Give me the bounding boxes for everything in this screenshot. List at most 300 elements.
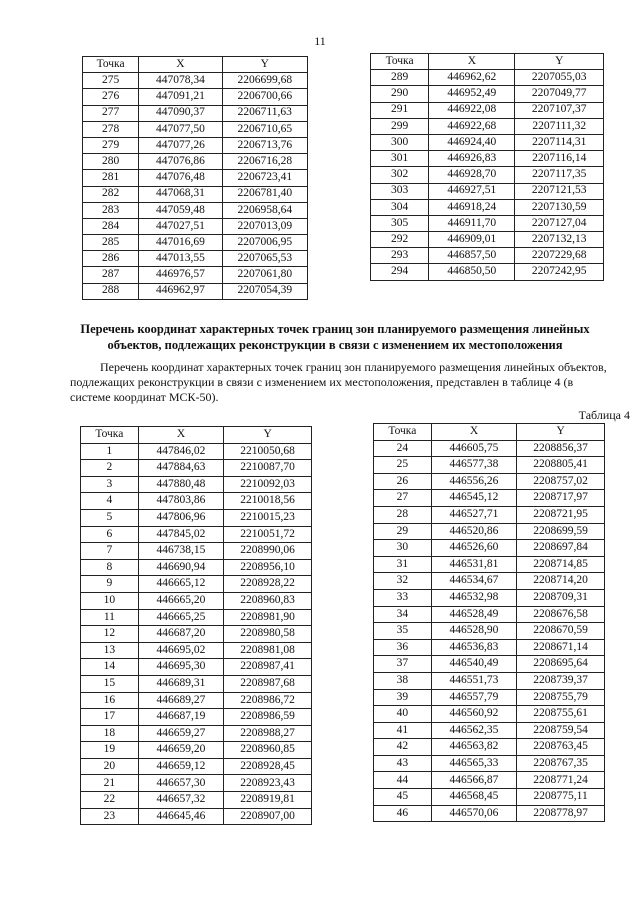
table-row	[371, 215, 604, 231]
table-row	[371, 248, 604, 264]
cell-point: 26	[374, 473, 432, 490]
table-row	[83, 202, 308, 218]
cell-y: 2208960,83	[224, 592, 312, 609]
cell-x: 446659,20	[138, 742, 223, 759]
table-row	[374, 556, 605, 573]
table-row	[374, 473, 605, 490]
body-paragraph-text: Перечень координат характерных точек границ зон планируемого размещения линейных объектов, подлежащих реконструкции в связи с изменением их местоположения, представлен в таблице 4 (в системе координат МСК-50).	[70, 360, 607, 404]
cell-y: 2207065,53	[222, 251, 308, 267]
table-header-row	[371, 54, 604, 70]
cell-point: 32	[374, 573, 432, 590]
cell-point: 8	[81, 559, 139, 576]
cell-x: 446689,31	[138, 675, 223, 692]
coordinates-table-bottom-left	[80, 426, 312, 825]
cell-x: 446857,50	[429, 248, 515, 264]
cell-point: 29	[374, 523, 432, 540]
cell-y: 2207229,68	[515, 248, 604, 264]
cell-point: 25	[374, 457, 432, 474]
cell-x: 446689,27	[138, 692, 223, 709]
header-x: X	[139, 57, 222, 73]
cell-y: 2208919,81	[224, 792, 312, 809]
table-row	[374, 540, 605, 557]
table-row	[81, 709, 312, 726]
cell-x: 446657,32	[138, 792, 223, 809]
cell-y: 2210015,23	[224, 509, 312, 526]
cell-x: 447059,48	[139, 202, 222, 218]
cell-y: 2208907,00	[224, 808, 312, 825]
cell-point: 46	[374, 805, 432, 822]
cell-y: 2208928,45	[224, 758, 312, 775]
table-row	[371, 102, 604, 118]
cell-x: 446570,06	[431, 805, 516, 822]
cell-y: 2208676,58	[517, 606, 605, 623]
cell-x: 446556,26	[431, 473, 516, 490]
cell-point: 22	[81, 792, 139, 809]
cell-x: 446690,94	[138, 559, 223, 576]
cell-x: 446850,50	[429, 264, 515, 280]
cell-y: 2207132,13	[515, 232, 604, 248]
cell-x: 446962,62	[429, 70, 515, 86]
cell-x: 446738,15	[138, 543, 223, 560]
cell-point: 286	[83, 251, 139, 267]
table-row	[374, 457, 605, 474]
table-row	[374, 606, 605, 623]
table-row	[81, 476, 312, 493]
cell-y: 2208697,84	[517, 540, 605, 557]
table-row	[81, 675, 312, 692]
table-row	[81, 526, 312, 543]
table-row	[374, 440, 605, 457]
cell-point: 34	[374, 606, 432, 623]
cell-point: 2	[81, 460, 139, 477]
cell-y: 2208771,24	[517, 772, 605, 789]
cell-point: 39	[374, 689, 432, 706]
table-row	[81, 659, 312, 676]
cell-x: 446528,49	[431, 606, 516, 623]
cell-x: 446645,46	[138, 808, 223, 825]
table-row	[374, 706, 605, 723]
cell-y: 2208856,37	[517, 440, 605, 457]
table-row	[81, 576, 312, 593]
cell-x: 446952,49	[429, 86, 515, 102]
table-row	[83, 218, 308, 234]
cell-x: 446531,81	[431, 556, 516, 573]
cell-y: 2207127,04	[515, 215, 604, 231]
cell-y: 2206716,28	[222, 154, 308, 170]
cell-x: 446927,51	[429, 183, 515, 199]
table-row	[81, 543, 312, 560]
table-row	[81, 692, 312, 709]
cell-point: 6	[81, 526, 139, 543]
table-row	[83, 283, 308, 299]
cell-point: 17	[81, 709, 139, 726]
cell-point: 288	[83, 283, 139, 299]
cell-point: 278	[83, 121, 139, 137]
cell-x: 446657,30	[138, 775, 223, 792]
cell-y: 2208805,41	[517, 457, 605, 474]
cell-point: 287	[83, 267, 139, 283]
cell-x: 446928,70	[429, 167, 515, 183]
table-row	[81, 592, 312, 609]
cell-y: 2206713,76	[222, 137, 308, 153]
cell-y: 2207121,53	[515, 183, 604, 199]
cell-x: 447845,02	[138, 526, 223, 543]
table-row	[371, 264, 604, 280]
cell-x: 447077,26	[139, 137, 222, 153]
cell-x: 447880,48	[138, 476, 223, 493]
cell-x: 446687,19	[138, 709, 223, 726]
cell-y: 2208990,06	[224, 543, 312, 560]
table-caption: Таблица 4	[578, 408, 630, 422]
cell-point: 10	[81, 592, 139, 609]
cell-x: 447078,34	[139, 73, 222, 89]
cell-y: 2207117,35	[515, 167, 604, 183]
cell-y: 2208755,79	[517, 689, 605, 706]
cell-y: 2206958,64	[222, 202, 308, 218]
table-row	[83, 170, 308, 186]
cell-point: 16	[81, 692, 139, 709]
cell-y: 2208755,61	[517, 706, 605, 723]
cell-x: 446540,49	[431, 656, 516, 673]
table-row	[374, 739, 605, 756]
cell-x: 447803,86	[138, 493, 223, 510]
cell-x: 447846,02	[138, 443, 223, 460]
cell-y: 2208699,59	[517, 523, 605, 540]
section-heading: Перечень координат характерных точек границ зон планируемого размещения линейных объектов, подлежащих реконструкции в связи с изменением их местоположения	[80, 322, 590, 352]
cell-y: 2207061,80	[222, 267, 308, 283]
cell-point: 283	[83, 202, 139, 218]
header-x: X	[429, 54, 515, 70]
cell-point: 294	[371, 264, 429, 280]
table-row	[83, 89, 308, 105]
cell-x: 446605,75	[431, 440, 516, 457]
table-row	[374, 689, 605, 706]
cell-y: 2207054,39	[222, 283, 308, 299]
cell-y: 2207116,14	[515, 151, 604, 167]
cell-point: 11	[81, 609, 139, 626]
cell-y: 2208739,37	[517, 672, 605, 689]
cell-x: 446577,38	[431, 457, 516, 474]
table-row	[374, 656, 605, 673]
cell-point: 292	[371, 232, 429, 248]
cell-y: 2210051,72	[224, 526, 312, 543]
cell-x: 446911,70	[429, 215, 515, 231]
cell-point: 3	[81, 476, 139, 493]
cell-y: 2208986,59	[224, 709, 312, 726]
cell-y: 2206700,66	[222, 89, 308, 105]
cell-y: 2208767,35	[517, 755, 605, 772]
cell-x: 446659,12	[138, 758, 223, 775]
cell-y: 2207114,31	[515, 134, 604, 150]
cell-point: 304	[371, 199, 429, 215]
cell-point: 279	[83, 137, 139, 153]
cell-x: 446551,73	[431, 672, 516, 689]
header-x: X	[138, 427, 223, 444]
table-row	[371, 199, 604, 215]
cell-y: 2208717,97	[517, 490, 605, 507]
cell-x: 446545,12	[431, 490, 516, 507]
table-row	[374, 589, 605, 606]
header-point: Точка	[81, 427, 139, 444]
cell-point: 12	[81, 626, 139, 643]
cell-y: 2208670,59	[517, 623, 605, 640]
cell-point: 305	[371, 215, 429, 231]
table-row	[81, 742, 312, 759]
table-row	[374, 506, 605, 523]
cell-x: 446665,20	[138, 592, 223, 609]
cell-point: 27	[374, 490, 432, 507]
table-row	[374, 523, 605, 540]
cell-x: 446563,82	[431, 739, 516, 756]
table-row	[83, 137, 308, 153]
cell-y: 2208714,20	[517, 573, 605, 590]
cell-point: 300	[371, 134, 429, 150]
cell-x: 447884,63	[138, 460, 223, 477]
table-row	[374, 639, 605, 656]
cell-point: 33	[374, 589, 432, 606]
table-row	[371, 232, 604, 248]
cell-y: 2210092,03	[224, 476, 312, 493]
cell-x: 447027,51	[139, 218, 222, 234]
cell-point: 276	[83, 89, 139, 105]
cell-point: 42	[374, 739, 432, 756]
cell-y: 2208988,27	[224, 725, 312, 742]
cell-y: 2208923,43	[224, 775, 312, 792]
cell-point: 24	[374, 440, 432, 457]
cell-x: 446527,71	[431, 506, 516, 523]
cell-point: 19	[81, 742, 139, 759]
cell-point: 291	[371, 102, 429, 118]
cell-x: 446526,60	[431, 540, 516, 557]
cell-y: 2207130,59	[515, 199, 604, 215]
cell-y: 2207049,77	[515, 86, 604, 102]
header-point: Точка	[83, 57, 139, 73]
cell-point: 37	[374, 656, 432, 673]
cell-point: 299	[371, 118, 429, 134]
cell-y: 2207242,95	[515, 264, 604, 280]
cell-x: 447091,21	[139, 89, 222, 105]
table-row	[371, 151, 604, 167]
cell-x: 446665,12	[138, 576, 223, 593]
cell-x: 446924,40	[429, 134, 515, 150]
table-row	[81, 792, 312, 809]
cell-y: 2207107,37	[515, 102, 604, 118]
cell-y: 2207055,03	[515, 70, 604, 86]
table-row	[83, 154, 308, 170]
cell-x: 446926,83	[429, 151, 515, 167]
header-y: Y	[224, 427, 312, 444]
cell-y: 2206699,68	[222, 73, 308, 89]
table-row	[374, 490, 605, 507]
table-row	[81, 626, 312, 643]
cell-x: 446528,90	[431, 623, 516, 640]
table-row	[83, 235, 308, 251]
cell-point: 18	[81, 725, 139, 742]
table-row	[81, 642, 312, 659]
cell-point: 280	[83, 154, 139, 170]
table-row	[81, 725, 312, 742]
table-row	[371, 134, 604, 150]
cell-point: 43	[374, 755, 432, 772]
table-row	[83, 251, 308, 267]
cell-x: 446922,08	[429, 102, 515, 118]
cell-x: 446532,98	[431, 589, 516, 606]
table-row	[374, 573, 605, 590]
header-y: Y	[222, 57, 308, 73]
cell-x: 447068,31	[139, 186, 222, 202]
cell-x: 446976,57	[139, 267, 222, 283]
table-header-row	[83, 57, 308, 73]
cell-y: 2208721,95	[517, 506, 605, 523]
table-row	[374, 722, 605, 739]
cell-point: 302	[371, 167, 429, 183]
cell-x: 446922,68	[429, 118, 515, 134]
cell-point: 285	[83, 235, 139, 251]
cell-point: 7	[81, 543, 139, 560]
cell-y: 2208778,97	[517, 805, 605, 822]
cell-y: 2208986,72	[224, 692, 312, 709]
cell-y: 2208714,85	[517, 556, 605, 573]
cell-y: 2210087,70	[224, 460, 312, 477]
cell-point: 13	[81, 642, 139, 659]
cell-x: 447077,50	[139, 121, 222, 137]
cell-y: 2206723,41	[222, 170, 308, 186]
cell-point: 5	[81, 509, 139, 526]
cell-point: 289	[371, 70, 429, 86]
cell-x: 446565,33	[431, 755, 516, 772]
cell-x: 446665,25	[138, 609, 223, 626]
cell-x: 446562,35	[431, 722, 516, 739]
cell-point: 303	[371, 183, 429, 199]
cell-y: 2207006,95	[222, 235, 308, 251]
cell-point: 28	[374, 506, 432, 523]
cell-x: 446695,30	[138, 659, 223, 676]
cell-y: 2208980,58	[224, 626, 312, 643]
table-row	[83, 73, 308, 89]
cell-point: 40	[374, 706, 432, 723]
cell-y: 2208775,11	[517, 789, 605, 806]
cell-point: 281	[83, 170, 139, 186]
table-row	[81, 775, 312, 792]
cell-point: 30	[374, 540, 432, 557]
table-row	[81, 559, 312, 576]
cell-point: 44	[374, 772, 432, 789]
table-row	[81, 493, 312, 510]
cell-y: 2206710,65	[222, 121, 308, 137]
header-point: Точка	[371, 54, 429, 70]
table-row	[371, 118, 604, 134]
header-y: Y	[515, 54, 604, 70]
cell-point: 9	[81, 576, 139, 593]
cell-y: 2208695,64	[517, 656, 605, 673]
cell-point: 31	[374, 556, 432, 573]
cell-x: 447806,96	[138, 509, 223, 526]
table-row	[81, 443, 312, 460]
cell-x: 446568,45	[431, 789, 516, 806]
cell-y: 2208987,68	[224, 675, 312, 692]
cell-point: 284	[83, 218, 139, 234]
cell-point: 21	[81, 775, 139, 792]
cell-y: 2208757,02	[517, 473, 605, 490]
cell-x: 446560,92	[431, 706, 516, 723]
cell-y: 2208987,41	[224, 659, 312, 676]
cell-y: 2206781,40	[222, 186, 308, 202]
coordinates-table-top-right	[370, 53, 604, 281]
cell-x: 447013,55	[139, 251, 222, 267]
cell-y: 2208928,22	[224, 576, 312, 593]
cell-point: 20	[81, 758, 139, 775]
cell-point: 45	[374, 789, 432, 806]
table-row	[81, 609, 312, 626]
table-header-row	[81, 427, 312, 444]
page-number: 11	[314, 34, 326, 48]
table-row	[371, 70, 604, 86]
table-row	[374, 623, 605, 640]
cell-point: 293	[371, 248, 429, 264]
cell-x: 447090,37	[139, 105, 222, 121]
table-row	[374, 805, 605, 822]
cell-point: 1	[81, 443, 139, 460]
table-row	[81, 808, 312, 825]
cell-x: 446557,79	[431, 689, 516, 706]
cell-point: 277	[83, 105, 139, 121]
cell-y: 2208960,85	[224, 742, 312, 759]
cell-y: 2208763,45	[517, 739, 605, 756]
cell-y: 2208981,90	[224, 609, 312, 626]
header-y: Y	[517, 424, 605, 441]
cell-x: 446695,02	[138, 642, 223, 659]
table-row	[371, 167, 604, 183]
cell-y: 2208709,31	[517, 589, 605, 606]
cell-y: 2206711,63	[222, 105, 308, 121]
cell-point: 36	[374, 639, 432, 656]
cell-x: 447076,48	[139, 170, 222, 186]
cell-y: 2208759,54	[517, 722, 605, 739]
coordinates-table-top-left	[82, 56, 308, 300]
cell-y: 2207013,09	[222, 218, 308, 234]
table-header-row	[374, 424, 605, 441]
table-row	[83, 267, 308, 283]
cell-y: 2210018,56	[224, 493, 312, 510]
table-row	[374, 755, 605, 772]
cell-point: 301	[371, 151, 429, 167]
cell-x: 446659,27	[138, 725, 223, 742]
table-row	[371, 86, 604, 102]
header-x: X	[431, 424, 516, 441]
cell-x: 446536,83	[431, 639, 516, 656]
header-point: Точка	[374, 424, 432, 441]
cell-y: 2207111,32	[515, 118, 604, 134]
table-row	[83, 105, 308, 121]
table-row	[83, 186, 308, 202]
cell-y: 2208981,08	[224, 642, 312, 659]
cell-x: 446918,24	[429, 199, 515, 215]
cell-point: 275	[83, 73, 139, 89]
cell-x: 446520,86	[431, 523, 516, 540]
cell-point: 4	[81, 493, 139, 510]
cell-x: 447016,69	[139, 235, 222, 251]
cell-point: 282	[83, 186, 139, 202]
table-row	[83, 121, 308, 137]
cell-y: 2208956,10	[224, 559, 312, 576]
table-row	[81, 758, 312, 775]
cell-x: 446909,01	[429, 232, 515, 248]
cell-y: 2208671,14	[517, 639, 605, 656]
cell-x: 447076,86	[139, 154, 222, 170]
table-row	[374, 772, 605, 789]
cell-point: 23	[81, 808, 139, 825]
table-row	[374, 672, 605, 689]
